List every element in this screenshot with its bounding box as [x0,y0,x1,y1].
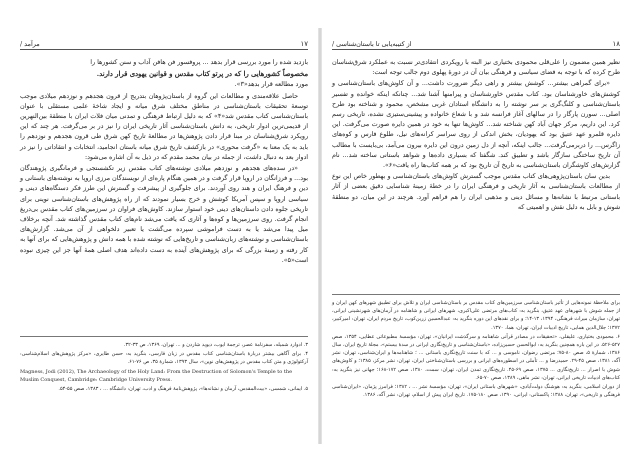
page-body [20,58,308,267]
left-page [20,36,308,436]
running-title: از کتیبه‌یابی تا باستان‌شناسی / [332,40,412,48]
footnote: ۴. برای آگاهی بیشتر دربارهٔ باستان‌شناسی کتاب مقدس در زبان فارسی، بنگرید به: حسن طایری، «مرکز پژوهش‌های اسلام‌شناسی: آرکئولوژی و متن کتاب مقدس در پژوهش‌های نوین»، سال ۱۳۹۳، شمارهٔ ۳۵، ص ۷۶-۶۱. [20,351,308,366]
paragraph: بازدید شده را مورد بررسی قرار بدهد ... پروفسور فن هافن آداب و سنن کشورها را [90,59,308,66]
bold-quote-line: مخصوصاً کشورهایی را که در پرتو کتاب مقدس و قوانین یهودی قرار دارند. [96,70,308,79]
footnotes [20,336,308,394]
block-quote: «برای گمراهی بیشتر... کوشش بیشتر و راهی دیگر ضرورت داشت... و آن کاوش‌های باستان‌شناسی و کوشش‌های خاورشناسان بود. کتاب مقدس خاورشناسان و پیرامنها آشنا شد... چنانکه اینکه خوانده و تفسیر باستان‌شناسی و کلنگ‌گری بر سر نوشته را به دانشگاه استادان غربی مشخص، محمود و شناخته بود طرح اصلی... سورن پارگار را در سالهای آغاز فرانسه شد و با شعاع خانواده و پیشینی‌ستیزی نشده، تاریخی رسم کرد. این داریم، مرکز جهان آباد کهن شناخته شد... کاوش‌ها تنها به خود در همین دایره صورت می‌گرفت. این دایره قلمرو عهد عتیق بود که یهودیان، بخش اندکی از روی سراسر کرانه‌های نیل، طلوع فارس و کوه‌های زاگرس... را دربرمی‌گرفت... جالب اینکه، آنچه از دل زمین درون این دایره بیرون می‌آمد، بی‌بایست با مطالب آن تاریخ ساختگی سازگار باشد و تطبیق کند. شگفتا که بسیاری داده‌ها و شواهد باستانی ساخته شد... نام گزارش‌های کاوشگران باستان‌شناسی به تاریخ آن تاریخ بود که بر همه کتاب‌ها راه یافت«۶». [332,80,620,170]
right-page [332,36,620,436]
footnote: ۶. محمودی بختیاری، علیقلی، «تحقیقات در مصادر قرآنی شاهنامه و سرگذشت ایرانیان»، تهران: مؤسسهٔ مطبوعاتی عطایی، ۱۳۵۴، صص ۵۲۷-۵۲۶. در این باره همچنین بنگرید به: ابوالحسن حسین‌زاده، «باستان‌شناسی و تاریخ‌نگاری ایرانی در سدهٔ بیستم»، مجلهٔ تاریخ ایران، سال ۱۳۸۶، شمارهٔ ۵، صص ۸۰-۷۵؛ مرتضی رضوان، ناموسی و ... که با سنت تاریخ‌نگاری باستانی ... ؛ شاهنامه‌ها و ایران‌شناسی، تهران: نشر آگه، ۱۳۸۱، صص ۴۵-۲۹. حمیدرضا و ... تأملی در اسطوره‌های ایرانی و بررسی باستان‌شناختی ایران، تهران: نشر مرکز، ۱۳۸۵؛ و کاوش‌های شوش با اصرار ... تاریخ‌نگاری ... ۱۳۷۵، صص ۶۹-۴۵. تاریخ‌نگاری تمدن ایران، تهران: سمت، ۱۳۸۰، صص ۱۷۲-۱۶۸؛ جهانی نیز بنگرید به: کتاب‌های ادبیات تاریخی ایرانی، تهران: نشر ماهی، ۱۳۸۹، صص ۷۰-۶۵. [332,333,620,381]
page-number: ۱۷ [300,40,308,48]
running-header [332,36,620,50]
page-number: ۱۸ [612,40,620,48]
footnote: ۳. ادوارد شمیله، سفرنامهٔ عصر، ترجمهٔ ایوب، دیوید شاردن و ... تهران، ۱۳۶۹، ص ۳۳-۳۲. [123,342,308,348]
book-spread [20,36,620,436]
block-quote: «در سده‌های هجدهم و نوزدهم میلادی نوشته‌های کتاب مقدس زیر تکشستجی و فرمانگیری پژوهندگان بود... و فرزانگان در اروپا قرار گرفت و در همین هنگام پاره‌ای از نویسندگان مرزی اروپا به نوشته‌های باستانی و دین و فرهنگ ایران و هند روی آوردند. برای جلوگیری از پیشرفت و گسترش این طرز فکر دستگاه‌های دینی و سیاسی اروپا و سپس آمریکا کوشش و خرج بسیار نمودند که از راه پژوهش‌های باستان‌شناسی نوینی برای تاریخی جلوه دادن داستان‌های دینی خود استوار سازند. کاوش‌های فراوان در سرزمین‌های کتاب مقدس بی‌دریغ انجام گرفت. روی سرزمین‌ها و کوه‌ها و آثاری که یافت می‌شد نام‌های کتاب مقدس گذاشته شد. آنچه برخلاف میل پیدا می‌شد یا به دست فراموشی سپرده می‌گشت یا تعبیر دلخواهی از آن می‌شد. گزارش‌های باستان‌شناسی و نوشته‌های زبان‌شناسی و تاریخ‌هایی که نوشته شده با همه دانش و پژوهش‌هایی که برای آنها به کار رفته و زمینهٔ بزرگی که برای پژوهش‌های آینده به دست داده‌اند هدف اصلی همهٔ آنها جز این چیزی نبوده است«۵». [20,165,308,264]
running-header [20,36,308,50]
paragraph: حاصل علاقه‌مندی و مطالعات این گروه از باستان‌پژوهان بتدریج از قرون هجدهم و نوزدهم میلادی موجب توسعهٔ تحقیقات باستان‌شناسی در مناطق مختلف شرق میانه و ایجاد شاخهٔ علمی مستقلی با عنوان باستان‌شناسی کتاب مقدس شد«۴» که به دلیل ارتباط فرهنگی و تمدنی میان فلات ایران با منطقهٔ بین‌النهرین از قدیمی‌ترین ادوار تاریخی، به دانش باستان‌شناسی آثار تاریخی ایران را نیز در بر می‌گرفت. هر چند که این رویکرد شرق‌شناسان در مبنا قرار دادن پژوهش‌ها در مطالعهٔ تاریخ کهن شرق طی قرون هجدهم و نوزدهم را باید به یک معنا به «گرفت محوری» در بازکشف تاریخ شرق میانه باستان انجامید، انتخابات و انتقاداتی را نیز در ادوار بعد به دنبال داشت، از جمله در بیان محمد مقدم که در ذیل به آن اشاره می‌شود: [20,92,308,161]
paragraph: نظیر همین مضمون را علی‌قلی محمودی بختیاری نیز البته با رویکردی انتقادی‌تر نسبت به عملکرد شرق‌شناسان طرح کرده که با توجه به فضای سیاسی و فرهنگی بیان آن در دورهٔ پهلوی دوم جالب توجه است: [332,59,620,77]
book-gutter [318,28,322,444]
footnotes [332,294,620,400]
footnote: از دوران اسلامی، بنگرید به: هوشنگ دولت‌آبادی، «شهرهای باستانی ایران»، تهران: مؤسسهٔ نشر ... ، ۱۳۸۲؛ فرامرز پژمان، «ایران‌شناسی فرهنگی و تاریخی»، تهران، ۱۳۸۸؛ پاکستانی: ایرانی، ۱۳۹۰، صص ۱۸۰-۱۷۵. تاریخ ایران پیش از اسلام، تهران: نشر آگه، ۱۳۸۶. [332,384,620,399]
footnote-latin: Magness, Jodi (2012), The Archaeology of the Holy Land: From the Destruction of Solomon's Temple to the Muslim Conquest, Cambridge: Cambridge University Press. [20,368,293,383]
paragraph: مورد مطالعه قرار بدهد«۳». [234,81,308,89]
paragraph: بدین سان باستان‌پژوهی‌های کتاب مقدس موجب گسترش کاوش‌های باستان‌شناسی و بهطور خاص این نوع از مطالعات باستان‌شناسی به آثار تاریخی و فرهنگی ایران را در خطهٔ زمینهٔ شناسایی دقیق بعضی از آثار باستانی مرتبط با نشانه‌ها و مسائل دینی و مذهبی ایران را هم فراهم آورد. هرچند در این میان، دو منطقهٔ شوش و بابل به دلیل نقش و اهمیتی که [332,173,620,211]
footnote: برای ملاحظهٔ نمونه‌هایی از تأثیر باستان‌شناسی سرزمین‌های کتاب مقدس بر باستان‌شناسی ایران و تلاش برای تطبیق شهرهای کهن ایران و از جمله شوش با شهرهای عهد عتیق، بنگرید به: کتاب‌های مرتضی علی‌اکبری، شهرهای ایرانی و شاهنامه در آرمان‌های شهرنشینی ایرانی، تهران: سازمان میراث فرهنگی، ۱۳۹۴، ۱۳-۱۴؛ و برای نقدهای این دوره بنگرید به: عبدالحسین زرین‌کوب، تاریخ مردم ایران، تهران: امیرکبیر، ۱۳۷۲؛ جلال‌الدین همایی، تاریخ ادبیات ایران، تهران: هما، ۱۳۷۰. [332,300,620,331]
page-body [332,58,620,214]
footnote: ۵. ایمانی، شمسی، «بیت‌المقدس، آرمان و نشانه‌ها»، پژوهش‌نامهٔ فرهنگ و ادب، تهران: دانشگاه ... ، ۱۳۸۳، صص ۵۵-۵۴. [58,386,308,393]
running-title: مرآمد / [20,40,40,48]
